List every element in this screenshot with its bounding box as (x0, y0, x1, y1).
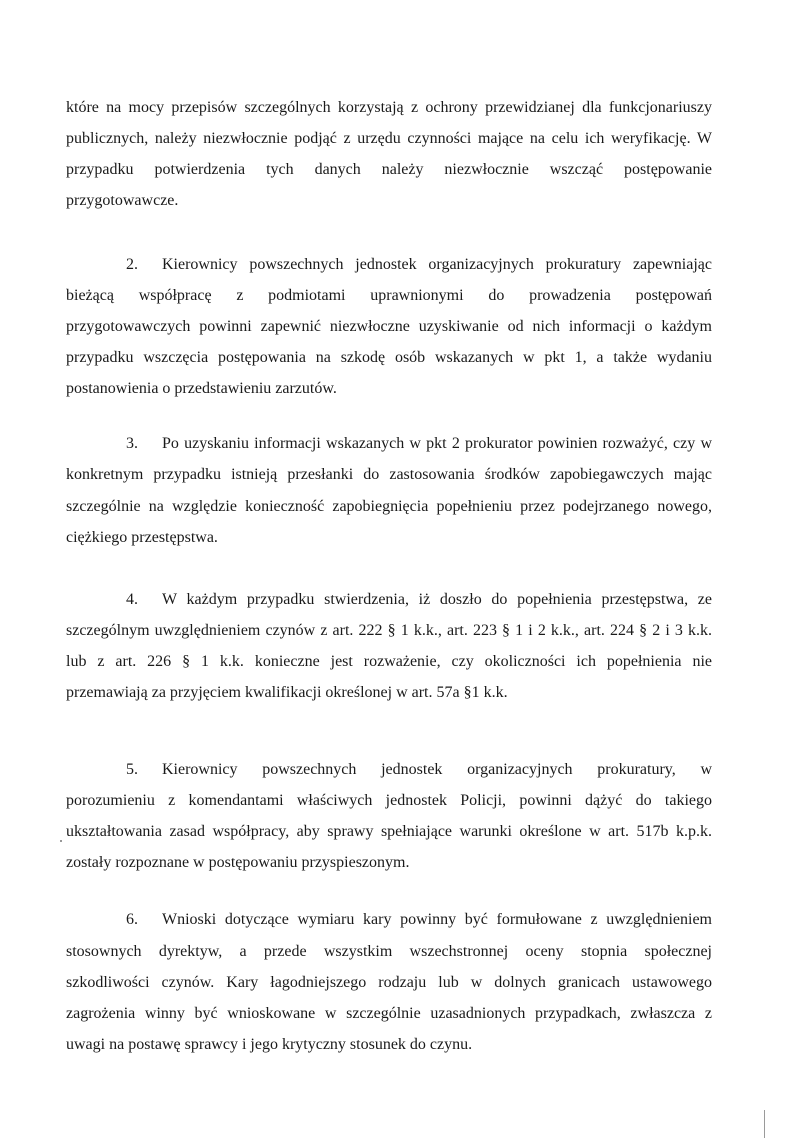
text-line: szkodliwości czynów. Kary łagodniejszego rodzaju lub w dolnych granicach ustawowego (66, 974, 712, 991)
text-line: lub z art. 226 § 1 k.k. konieczne jest rozważenie, czy okoliczności ich popełnienia nie (66, 653, 712, 670)
text-line: ukształtowania zasad współpracy, aby sprawy spełniające warunki określone w art. 517b k.p.k. (66, 823, 712, 840)
text-line: przypadku potwierdzenia tych danych należy niezwłocznie wszcząć postępowanie (66, 161, 712, 178)
text-line: konkretnym przypadku istnieją przesłanki do zastosowania środków zapobiegawczych mając (66, 466, 712, 483)
scan-edge-mark (764, 1110, 765, 1138)
point-number: 3. (126, 435, 138, 452)
text-line: postanowienia o przedstawieniu zarzutów. (66, 380, 337, 397)
text-line: zostały rozpoznane w postępowaniu przyspieszonym. (66, 854, 410, 871)
text-line: przypadku wszczęcia postępowania na szkodę osób wskazanych w pkt 1, a także wydaniu (66, 349, 712, 366)
text-line: szczególnym uwzględnieniem czynów z art. 222 § 1 k.k., art. 223 § 1 i 2 k.k., art. 224 § 2 i 3 k.k. (66, 622, 712, 639)
text-line: publicznych, należy niezwłocznie podjąć z urzędu czynności mające na celu ich weryfikację. W (66, 130, 712, 147)
text-line: przygotowawcze. (66, 192, 179, 209)
text-line: Po uzyskaniu informacji wskazanych w pkt 2 prokurator powinien rozważyć, czy w (162, 435, 712, 452)
point-number: 4. (126, 591, 138, 608)
text-line: uwagi na postawę sprawcy i jego krytyczny stosunek do czynu. (66, 1036, 473, 1053)
text-line: szczególnie na względzie konieczność zapobiegnięcia popełnieniu przez podejrzanego nowego, (66, 498, 712, 515)
point-number: 5. (126, 761, 138, 778)
text-line: Wnioski dotyczące wymiaru kary powinny być formułowane z uwzględnieniem (162, 911, 712, 928)
text-line: przemawiają za przyjęciem kwalifikacji określonej w art. 57a §1 k.k. (66, 684, 508, 701)
point-number: 2. (126, 256, 138, 273)
text-line: stosownych dyrektyw, a przede wszystkim wszechstronnej oceny stopnia społecznej (66, 943, 712, 960)
scan-speck (60, 840, 62, 842)
text-line: bieżącą współpracę z podmiotami uprawnionymi do prowadzenia postępowań (66, 287, 712, 304)
text-line: zagrożenia winny być wnioskowane w szczególnie uzasadnionych przypadkach, zwłaszcza z (66, 1005, 712, 1022)
text-line: W każdym przypadku stwierdzenia, iż doszło do popełnienia przestępstwa, ze (162, 591, 712, 608)
text-line: Kierownicy powszechnych jednostek organizacyjnych prokuratury, w (162, 761, 712, 778)
text-line: Kierownicy powszechnych jednostek organizacyjnych prokuratury zapewniając (162, 256, 712, 273)
text-line: które na mocy przepisów szczególnych korzystają z ochrony przewidzianej dla funkcjonariuszy (66, 99, 712, 116)
text-line: ciężkiego przestępstwa. (66, 529, 218, 546)
text-line: porozumieniu z komendantami właściwych jednostek Policji, powinni dążyć do takiego (66, 792, 712, 809)
text-line: przygotowawczych powinni zapewnić niezwłoczne uzyskiwanie od nich informacji o każdym (66, 318, 712, 335)
point-number: 6. (126, 911, 138, 928)
